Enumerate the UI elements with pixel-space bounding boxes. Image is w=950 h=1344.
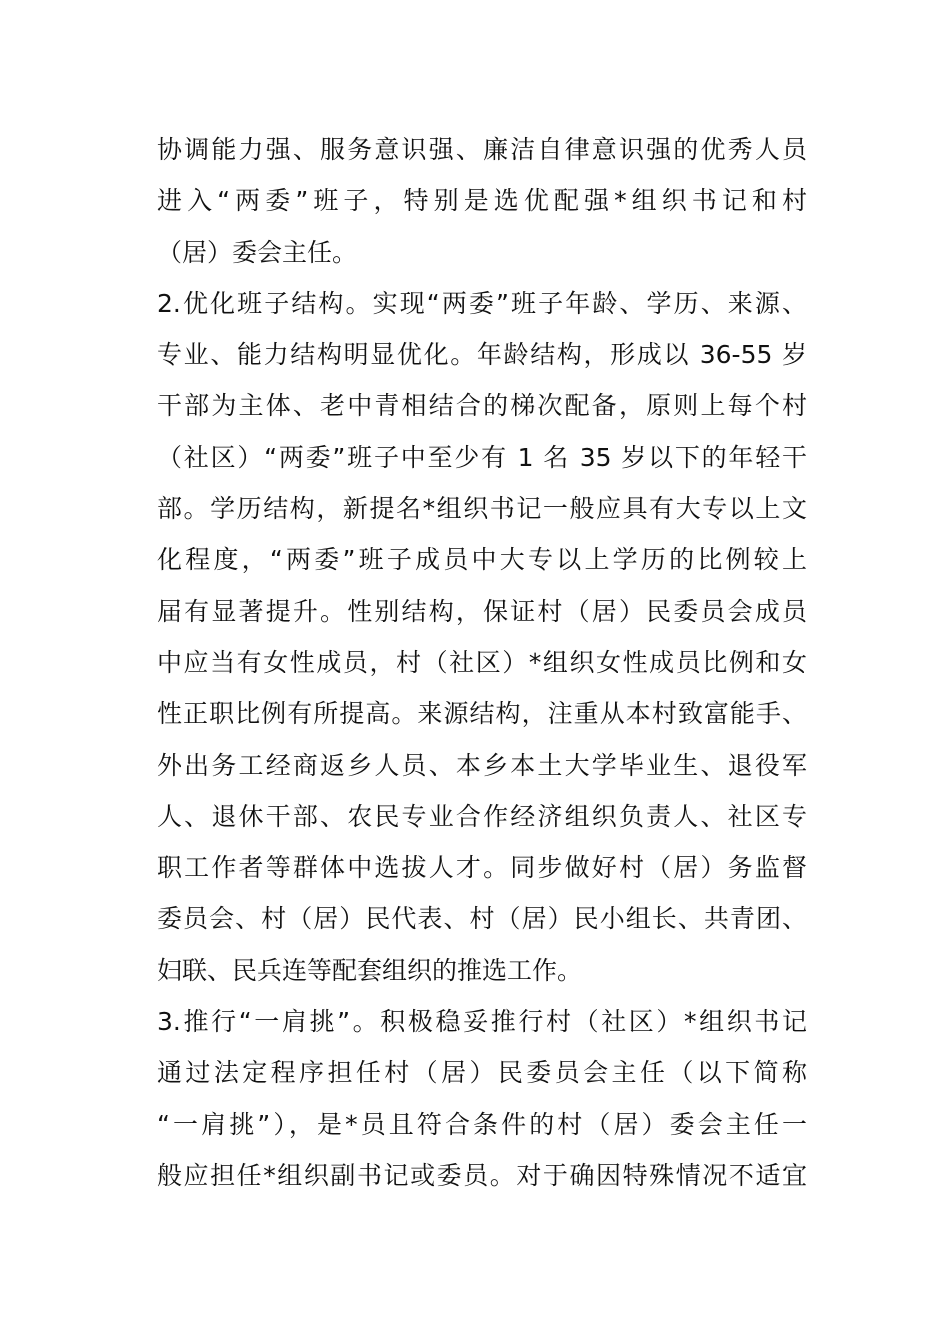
text-line: 3.推行“一肩挑”。积极稳妥推行村（社区）*组织书记 <box>157 1007 807 1037</box>
text-line: 专业、能力结构明显优化。年龄结构，形成以 36-55 岁 <box>157 340 807 370</box>
text-line: 进入“两委”班子，特别是选优配强*组织书记和村 <box>157 186 807 216</box>
text-line: 2.优化班子结构。实现“两委”班子年龄、学历、来源、 <box>157 288 807 318</box>
text-line: 委员会、村（居）民代表、村（居）民小组长、共青团、 <box>157 904 807 934</box>
text-line: 干部为主体、老中青相结合的梯次配备，原则上每个村 <box>157 391 807 421</box>
text-line: （社区）“两委”班子中至少有 1 名 35 岁以下的年轻干 <box>157 442 807 472</box>
text-line: 般应担任*组织副书记或委员。对于确因特殊情况不适宜 <box>157 1160 807 1190</box>
text-line: 人、退休干部、农民专业合作经济组织负责人、社区专 <box>157 801 807 831</box>
text-line: 中应当有女性成员，村（社区）*组织女性成员比例和女 <box>157 647 807 677</box>
text-line: 协调能力强、服务意识强、廉洁自律意识强的优秀人员 <box>157 135 807 164</box>
body-text <box>157 124 807 1201</box>
text-line: 妇联、民兵连等配套组织的推选工作。 <box>157 955 583 985</box>
text-line: （居）委会主任。 <box>157 237 358 267</box>
text-line: 性正职比例有所提高。来源结构，注重从本村致富能手、 <box>157 699 807 729</box>
text-line: 外出务工经商返乡人员、本乡本土大学毕业生、退役军 <box>157 750 807 780</box>
text-line: “一肩挑”），是*员且符合条件的村（居）委会主任一 <box>157 1109 807 1139</box>
text-line: 职工作者等群体中选拔人才。同步做好村（居）务监督 <box>157 853 807 883</box>
text-line: 化程度，“两委”班子成员中大专以上学历的比例较上 <box>157 545 807 575</box>
text-line: 届有显著提升。性别结构，保证村（居）民委员会成员 <box>157 596 807 626</box>
text-line: 通过法定程序担任村（居）民委员会主任（以下简称 <box>157 1058 807 1088</box>
text-line: 部。学历结构，新提名*组织书记一般应具有大专以上文 <box>157 494 807 524</box>
